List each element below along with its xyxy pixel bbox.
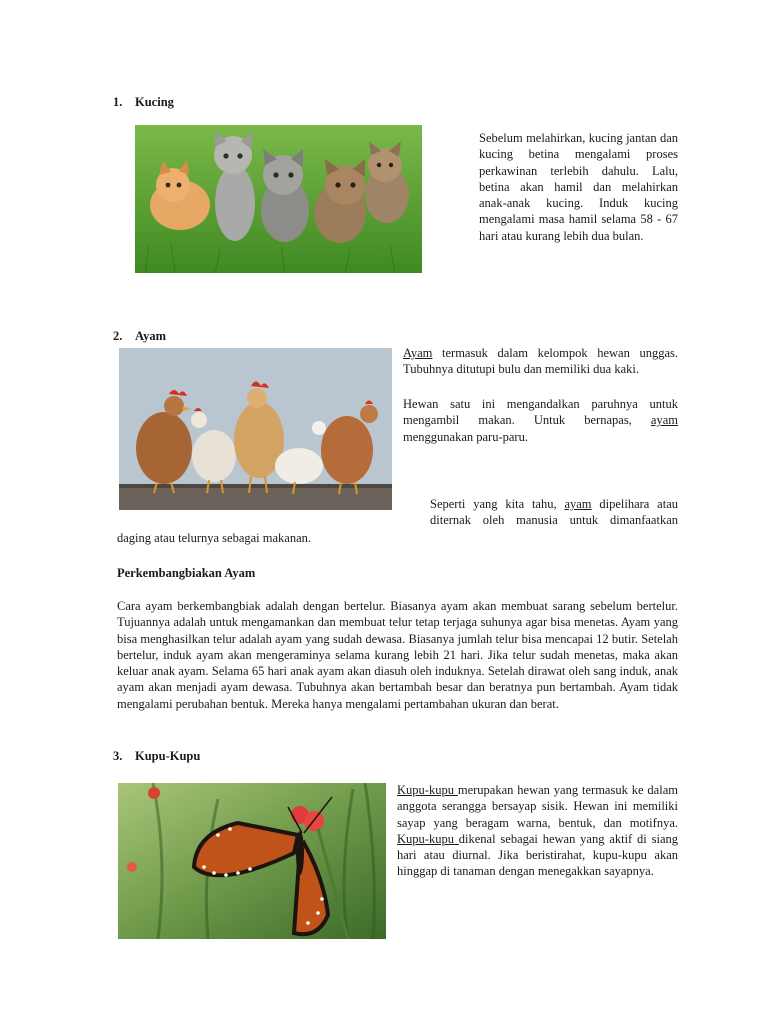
ayam-paragraph-2 [403,396,678,445]
heading-ayam [113,328,166,344]
heading-kupu-kupu [113,748,200,764]
perkembangbiakan-paragraph: Cara ayam berkembangbiak adalah dengan bertelur. Biasanya ayam akan membuat sarang sebelum bertelur. Tujuannya adalah untuk mengamankan dan membuat telur tetap terjaga suhunya agar bisa menetas. Ayam yang bisa menghasilkan telur adalah ayam yang sudah dewasa. Biasanya jumlah telur bisa mencapai 12 butir. Setelah bertelur, induk ayam akan mengeraminya selama kurang lebih 21 hari. Jika telur sudah menetas, maka akan keluar anak ayam. Selama 65 hari anak ayam akan diasuh oleh induknya. Setelah dirawat oleh sang induk, anak ayam akan menjadi ayam dewasa. Tubuhnya akan bertambah besar dan beratnya pun bertambah. Ayam tidak mengalami perubahan bentuk. Mereka hanya mengalami pertambahan ukuran dan berat. [117,599,678,711]
section-number: 3. [113,749,123,763]
ayam-p1-text: termasuk dalam kelompok hewan unggas. Tubuhnya ditutupi bulu dan memiliki dua kaki. [403,346,678,377]
ayam-link[interactable]: ayam [564,497,592,511]
ayam-paragraph-3-continued: daging atau telurnya sebagai makanan. [117,531,312,545]
ayam-link[interactable]: Ayam [403,346,433,360]
ayam-p2-text-before: Hewan satu ini mengandalkan paruhnya untuk mengambil makan. Untuk bernapas, [403,397,678,428]
section-title: Kucing [135,95,174,109]
kupu-text-after: dikenal sebagai hewan yang aktif di siang hari atau diurnal. Jika beristirahat, kupu-kupu akan hinggap di tanaman dengan menegakkan sayapnya. [397,831,678,879]
butterfly-image [118,783,386,939]
ayam-p3-text-before: Seperti yang kita tahu, [430,497,565,511]
ayam-paragraph-3 [430,496,678,529]
kucing-paragraph: Sebelum melahirkan, kucing jantan dan kucing betina mengalami proses perkawinan terlebih dahulu. Lalu, betina akan hamil dan melahirkan anak-anak kucing. Induk kucing mengalami masa hamil selama 58 - 67 hari atau kurang lebih dua bulan. [479,131,678,243]
kittens-illustration [135,125,422,273]
ayam-p3-text-after: dipelihara atau diternak oleh manusia untuk dimanfaatkan [430,497,678,528]
chickens-image [119,348,392,510]
chickens-illustration [119,348,392,510]
section-title: Kupu-Kupu [135,749,201,763]
kupu-paragraph [397,782,678,880]
heading-kucing [113,94,174,110]
kupu-link[interactable]: Kupu-kupu [397,783,458,797]
heading-perkembangbiakan: Perkembangbiakan Ayam [117,566,256,580]
butterfly-illustration [118,783,386,939]
section-title: Ayam [135,329,167,343]
ayam-link[interactable]: ayam [650,413,678,428]
kupu-link[interactable]: Kupu-kupu [397,831,459,846]
ayam-paragraph-1 [403,345,678,378]
ayam-p2-text-after: menggunakan paru-paru. [403,429,528,444]
kittens-image [135,125,422,273]
section-number: 1. [113,95,123,109]
section-number: 2. [113,329,123,343]
kupu-text-mid: merupakan hewan yang termasuk ke dalam anggota serangga bersayap sisik. Hewan ini memiliki sayap yang beragam warna, bentuk, dan motifnya. [397,783,678,830]
